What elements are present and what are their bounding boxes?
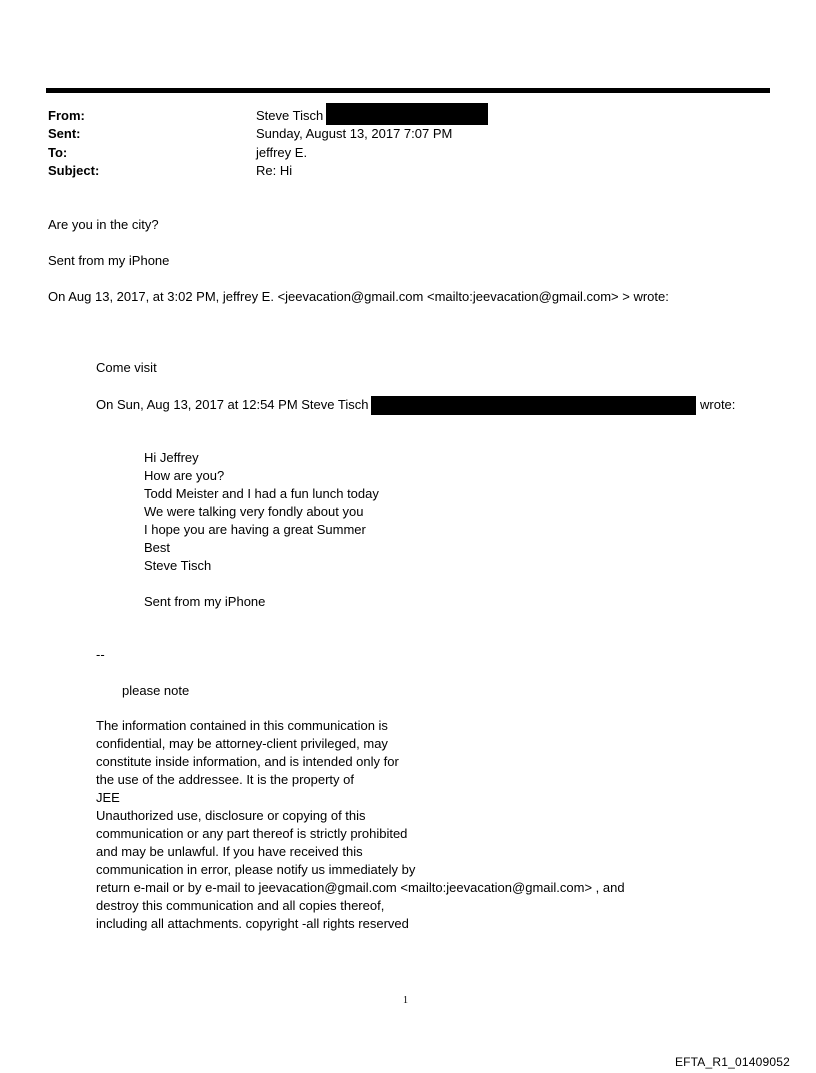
disclaimer-line: destroy this communication and all copies thereof, <box>96 898 385 913</box>
from-label: From: <box>48 108 85 123</box>
page-number: 1 <box>403 995 408 1006</box>
disclaimer-line: communication or any part thereof is strictly prohibited <box>96 826 408 841</box>
to-value: jeffrey E. <box>256 145 308 160</box>
please-note: please note <box>122 683 190 698</box>
signature-dashes: -- <box>96 647 105 662</box>
nested-line: How are you? <box>144 468 225 483</box>
nested-line: Hi Jeffrey <box>144 450 199 465</box>
disclaimer-line: constitute inside information, and is intended only for <box>96 754 399 769</box>
subject-value: Re: Hi <box>256 163 293 178</box>
disclaimer-line: JEE <box>96 790 120 805</box>
nested-line: I hope you are having a great Summer <box>144 522 366 537</box>
reply-wrote-suffix: wrote: <box>700 397 736 412</box>
nested-line: Steve Tisch <box>144 558 212 573</box>
body-line: Sent from my iPhone <box>48 253 170 268</box>
disclaimer-line: Unauthorized use, disclosure or copying of this <box>96 808 366 823</box>
nested-line: We were talking very fondly about you <box>144 504 364 519</box>
disclaimer-line: The information contained in this communication is <box>96 718 388 733</box>
document-id: EFTA_R1_01409052 <box>674 1055 790 1069</box>
redaction-box <box>371 396 696 415</box>
header-rule <box>46 88 770 93</box>
to-label: To: <box>48 145 68 160</box>
disclaimer-line: confidential, may be attorney-client privileged, may <box>96 736 388 751</box>
reply-wrote-prefix: On Sun, Aug 13, 2017 at 12:54 PM Steve Tisch <box>96 397 369 412</box>
redaction-box <box>326 103 488 125</box>
body-line: Are you in the city? <box>48 217 159 232</box>
disclaimer-line: the use of the addressee. It is the property of <box>96 772 354 787</box>
sent-value: Sunday, August 13, 2017 7:07 PM <box>256 126 453 141</box>
reply-line: Come visit <box>96 360 157 375</box>
nested-line: Todd Meister and I had a fun lunch today <box>144 486 379 501</box>
from-value: Steve Tisch <box>256 108 324 123</box>
sent-label: Sent: <box>48 126 81 141</box>
subject-label: Subject: <box>48 163 100 178</box>
disclaimer-line: communication in error, please notify us immediately by <box>96 862 416 877</box>
disclaimer-line: and may be unlawful. If you have received this <box>96 844 363 859</box>
nested-line: Best <box>144 540 171 555</box>
disclaimer-line: including all attachments. copyright -all rights reserved <box>96 916 409 931</box>
disclaimer-line: return e-mail or by e-mail to jeevacation@gmail.com <mailto:jeevacation@gmail.com> , and <box>96 880 625 895</box>
nested-signature: Sent from my iPhone <box>144 594 266 609</box>
body-line: On Aug 13, 2017, at 3:02 PM, jeffrey E. <jeevacation@gmail.com <mailto:jeevacation@gmail.com> > wrote: <box>48 289 669 304</box>
